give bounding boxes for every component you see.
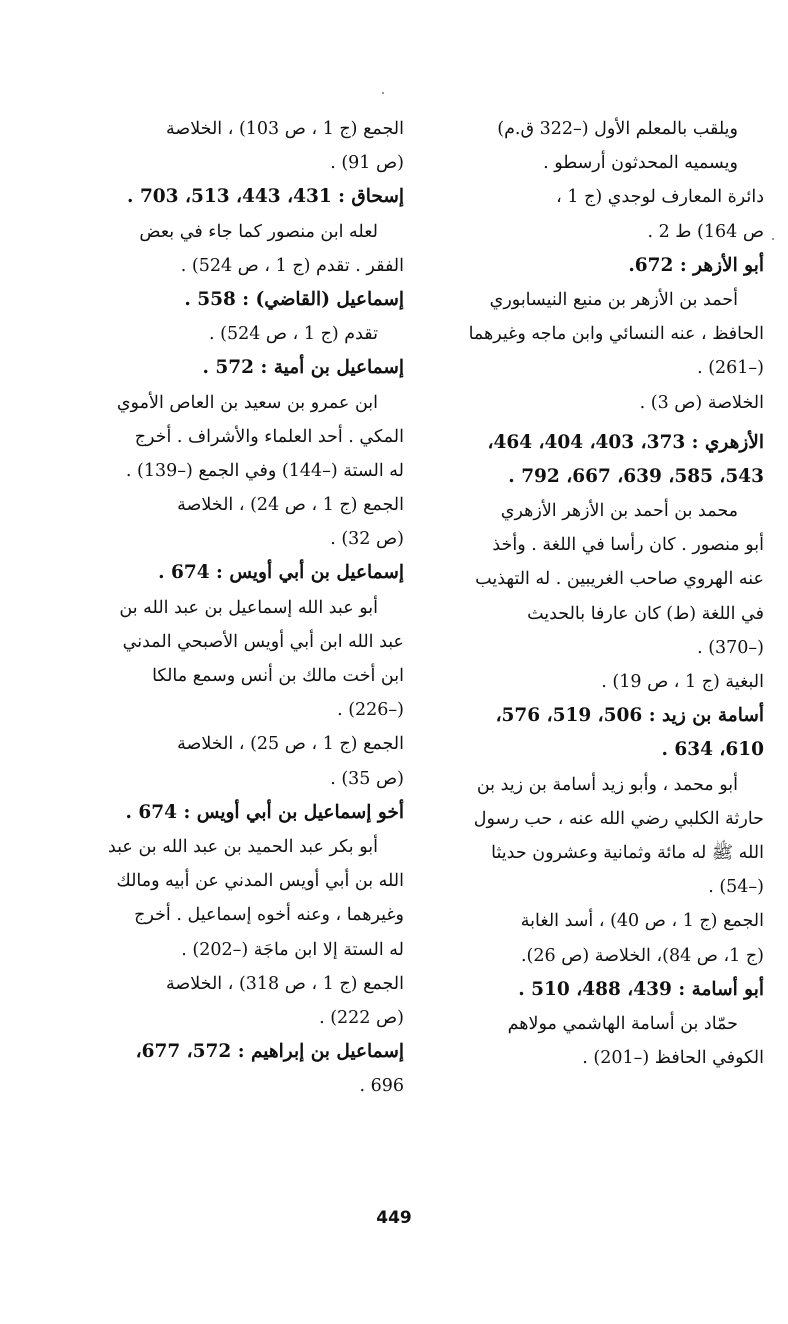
text-line: الجمع (ج 1 ، ص 40) ، أسد الغابة [520,911,764,932]
text-line: أحمد بن الأزهر بن منيع النيسابوري [489,289,738,310]
text-line: 696 . [359,1076,404,1097]
entry-heading: الأزهري : 373، 403، 404، 464، [487,431,764,453]
text-line: (–261) . [697,358,764,379]
text-line: محمد بن أحمد بن الأزهر الأزهري [500,501,738,522]
text-line: (–370) . [697,637,764,658]
left-column [52,112,404,1103]
text-line: في اللغة (ط) كان عارفا بالحديث [527,603,764,624]
text-line: ابن أخت مالك بن أنس وسمع مالكا [152,666,404,686]
text-line: عنه الهروي صاحب الغريبين . له التهذيب [475,569,764,590]
text-line: الجمع (ج 1 ، ص 318) ، الخلاصة [166,973,404,994]
entry-heading: 610، 634 . [661,739,764,761]
text-line: (–226) . [337,700,404,721]
entry-heading: إسحاق : 431، 443، 513، 703 . [127,186,404,208]
text-line: (ص 35) . [330,768,404,789]
text-line: الفقر . تقدم (ج 1 ، ص 524) . [180,255,404,276]
text-line: حارثة الكلبي رضي الله عنه ، حب رسول [473,808,764,829]
text-line: لعله ابن منصور كما جاء في بعض [139,221,378,242]
entry-heading: إسماعيل بن أبي أويس : 674 . [158,562,404,584]
entry-heading: أبو الأزهر : 672. [628,254,764,276]
text-line: (ص 32) . [330,529,404,550]
entry-heading: إسماعيل (القاضي) : 558 . [184,288,404,310]
text-line: (ج 1، ص 84)، الخلاصة (ص 26). [520,945,764,966]
text-line: حمّاد بن أسامة الهاشمي مولاهم [507,1013,738,1034]
entry-heading: إسماعيل بن أمية : 572 . [202,357,404,379]
page-number: 449 [376,1208,412,1228]
entry-heading: إسماعيل بن إبراهيم : 572، 677، [135,1041,404,1063]
text-line: (ص 91) . [330,153,404,174]
text-line: ويلقب بالمعلم الأول (–322 ق.م) [497,119,738,139]
text-line: الجمع (ج 1 ، ص 25) ، الخلاصة [177,734,404,755]
scan-speck [382,92,384,94]
text-line: الحافظ ، عنه النسائي وابن ماجه وغيرهما [468,324,764,345]
text-line: (–54) . [708,877,764,898]
text-line: (ص 222) . [319,1007,404,1028]
text-line: البغية (ج 1 ، ص 19) . [601,672,764,692]
entry-heading: أبو أسامة : 439، 488، 510 . [518,978,764,1000]
scan-speck [772,238,774,240]
text-line: الخلاصة (ص 3) . [639,392,764,413]
text-line: دائرة المعارف لوجدي (ج 1 ، [556,187,764,208]
entry-heading: أخو إسماعيل بن أبي أويس : 674 . [125,801,404,823]
text-line: ابن عمرو بن سعيد بن العاص الأموي [116,392,378,413]
text-line: المكي . أحد العلماء والأشراف . أخرج [134,426,404,447]
text-line: عبد الله ابن أبي أويس الأصبحي المدني [122,631,404,652]
text-line: الجمع (ج 1 ، ص 103) ، الخلاصة [166,119,404,139]
text-line: أبو منصور . كان رأسا في اللغة . وأخذ [492,535,764,556]
text-line: ويسميه المحدثون أرسطو . [543,153,738,174]
text-line: الله ﷺ له مائة وثمانية وعشرون حديثا [491,842,764,863]
text-line: الله بن أبي أويس المدني عن أبيه ومالك [116,871,404,892]
text-line: أبو عبد الله إسماعيل بن عبد الله بن [119,597,378,618]
text-line: له الستة إلا ابن ماجَة (–202) . [181,939,404,960]
entry-heading: أسامة بن زيد : 506، 519، 576، [495,705,764,727]
entry-heading: 543، 585، 639، 667، 792 . [508,465,764,487]
text-line: الكوفي الحافظ (–201) . [582,1048,764,1069]
text-line: ص 164) ط 2 . [647,221,764,242]
text-line: الجمع (ج 1 ، ص 24) ، الخلاصة [177,495,404,516]
text-line: تقدم (ج 1 ، ص 524) . [209,324,378,345]
text-line: أبو بكر عبد الحميد بن عبد الله بن عبد [107,836,378,857]
text-line: وغيرهما ، وعنه أخوه إسماعيل . أخرج [134,905,404,926]
text-line: له الستة (–144) وفي الجمع (–139) . [125,460,404,481]
text-line: أبو محمد ، وأبو زيد أسامة بن زيد بن [476,774,738,795]
right-column [412,112,764,1075]
